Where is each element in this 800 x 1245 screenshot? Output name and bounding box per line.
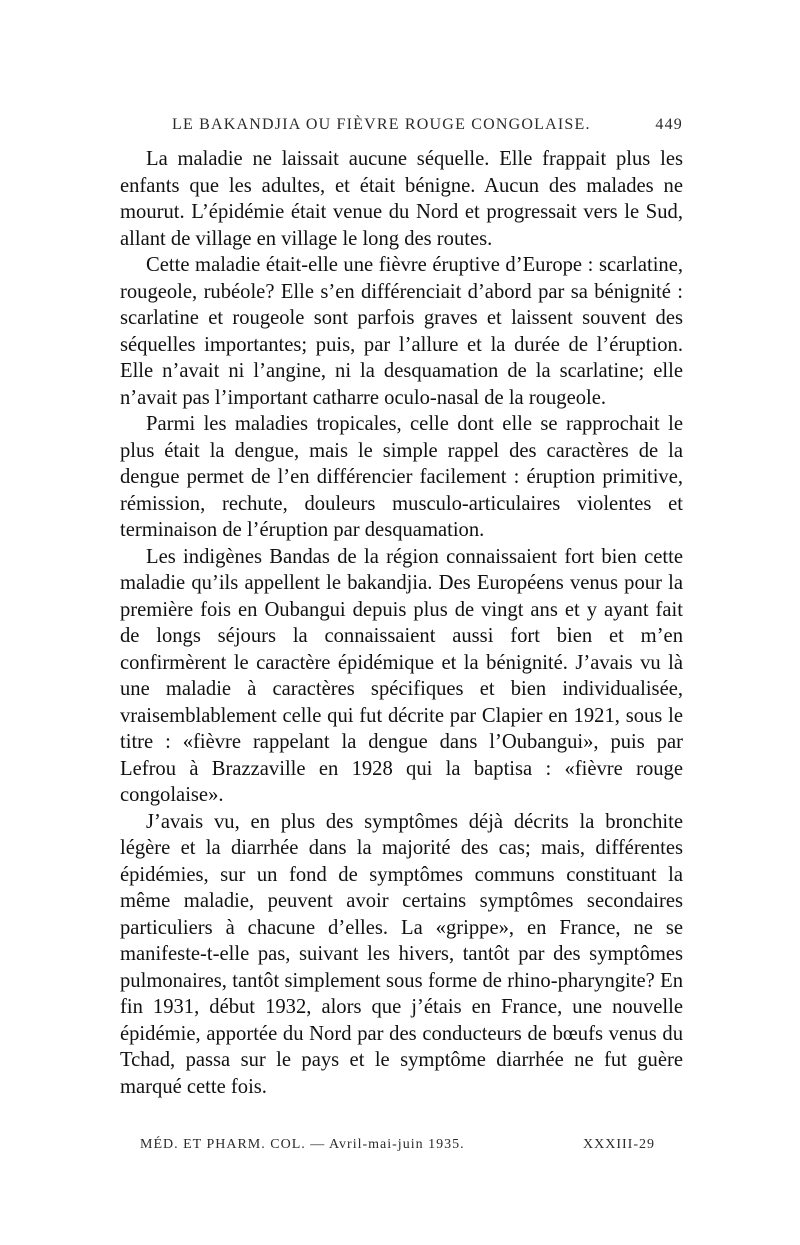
running-head [120, 116, 683, 142]
paragraph: La maladie ne laissait aucune séquelle. Elle frappait plus les enfants que les adultes, et était bénigne. Aucun des malades ne mourut. L’épidémie était venue du Nord et progressait vers le Sud, allant de village en village le long des routes. [120, 148, 683, 250]
paragraph: Les indigènes Bandas de la région connaissaient fort bien cette maladie qu’ils appellent le bakandjia. Des Européens venus pour la première fois en Oubangui depuis plus de vingt ans et y ayant fait de longs séjours la connaissaient aussi fort bien et m’en confirmèrent le caractère épidémique et la bénignité. J’avais vu là une maladie à caractères spécifiques et bien individualisée, vraisemblablement celle qui fut décrite par Clapier en 1921, sous le titre : «fièvre rappelant la dengue dans l’Oubangui», puis par Lefrou à Brazzaville en 1928 qui la baptisa : «fièvre rouge congolaise». [120, 545, 683, 806]
paragraph: Cette maladie était-elle une fièvre éruptive d’Europe : scarlatine, rougeole, rubéole? Elle s’en différenciait d’abord par sa bénignité : scarlatine et rougeole sont parfois graves et laissent souvent des séquelles importantes; puis, par l’allure et la durée de l’éruption. Elle n’avait ni l’angine, ni la desquamation de la scarlatine; elle n’avait pas l’important catharre oculo-nasal de la rougeole. [120, 254, 683, 409]
journal-citation: MÉD. ET PHARM. COL. — Avril-mai-juin 1935. [140, 1137, 465, 1152]
page-number: 449 [655, 116, 683, 133]
paragraph: J’avais vu, en plus des symptômes déjà décrits la bronchite légère et la diarrhée dans la majorité des cas; mais, différentes épidémies, sur un fond de symptômes communs constituant la même maladie, peuvent avoir certains symptômes secondaires particuliers à chacune d’elles. La «grippe», en France, ne se manifeste-t-elle pas, suivant les hivers, tantôt par des symptômes pulmonaires, tantôt simplement sous forme de rhino-pharyngite? En fin 1931, début 1932, alors que j’étais en France, une nouvelle épidémie, apportée du Nord par des conducteurs de bœufs venus du Tchad, passa sur le pays et le symptôme diarrhée ne fut guère marqué cette fois. [120, 810, 683, 1098]
page-footer [140, 1137, 655, 1159]
running-title: LE BAKANDJIA OU FIÈVRE ROUGE CONGOLAISE. [172, 116, 591, 133]
paragraph: Parmi les maladies tropicales, celle dont elle se rapprochait le plus était la dengue, mais le simple rappel des caractères de la dengue permet de l’en différencier facilement : éruption primitive, rémission, rechute, douleurs musculo-articulaires violentes et terminaison de l’éruption par desquamation. [120, 413, 683, 541]
signature-mark: XXXIII-29 [583, 1137, 655, 1152]
body-text [120, 146, 683, 1100]
